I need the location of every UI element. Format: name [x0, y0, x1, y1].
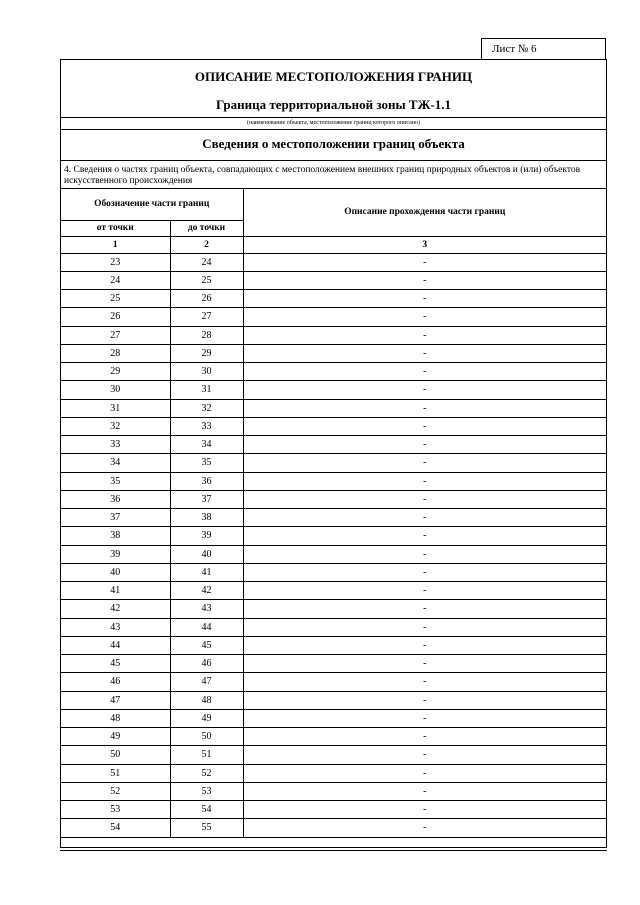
to-point-cell: 30	[170, 363, 243, 381]
table-row	[61, 290, 606, 308]
header-to-point: до точки	[170, 220, 243, 236]
to-point-cell: 24	[170, 253, 243, 271]
header-from-point: от точки	[61, 220, 170, 236]
description-cell: -	[243, 782, 606, 800]
description-cell: -	[243, 582, 606, 600]
description-cell: -	[243, 509, 606, 527]
from-point-cell: 26	[61, 308, 170, 326]
description-cell: -	[243, 490, 606, 508]
sheet-number: Лист № 6	[481, 38, 606, 60]
column-number: 1	[61, 236, 170, 253]
description-cell: -	[243, 673, 606, 691]
table-row	[61, 636, 606, 654]
to-point-cell: 32	[170, 399, 243, 417]
from-point-cell: 53	[61, 801, 170, 819]
description-cell: -	[243, 399, 606, 417]
table-row	[61, 454, 606, 472]
from-point-cell: 54	[61, 819, 170, 837]
table-row	[61, 509, 606, 527]
table-row	[61, 399, 606, 417]
from-point-cell: 36	[61, 490, 170, 508]
to-point-cell: 48	[170, 691, 243, 709]
from-point-cell: 51	[61, 764, 170, 782]
description-cell: -	[243, 253, 606, 271]
to-point-cell: 49	[170, 709, 243, 727]
to-point-cell: 34	[170, 436, 243, 454]
description-cell: -	[243, 801, 606, 819]
to-point-cell: 40	[170, 545, 243, 563]
document-title: ОПИСАНИЕ МЕСТОПОЛОЖЕНИЯ ГРАНИЦ	[194, 69, 473, 84]
table-row	[61, 673, 606, 691]
to-point-cell: 39	[170, 527, 243, 545]
table-row	[61, 472, 606, 490]
to-point-cell: 52	[170, 764, 243, 782]
description-cell: -	[243, 472, 606, 490]
table-row	[61, 709, 606, 727]
table-row	[61, 326, 606, 344]
from-point-cell: 37	[61, 509, 170, 527]
from-point-cell: 46	[61, 673, 170, 691]
description-cell: -	[243, 563, 606, 581]
from-point-cell: 52	[61, 782, 170, 800]
from-point-cell: 24	[61, 271, 170, 289]
description-cell: -	[243, 344, 606, 362]
to-point-cell: 45	[170, 636, 243, 654]
to-point-cell: 33	[170, 417, 243, 435]
to-point-cell: 43	[170, 600, 243, 618]
from-point-cell: 32	[61, 417, 170, 435]
from-point-cell: 47	[61, 691, 170, 709]
table-row	[61, 436, 606, 454]
from-point-cell: 28	[61, 344, 170, 362]
table-row	[61, 618, 606, 636]
to-point-cell: 46	[170, 655, 243, 673]
description-cell: -	[243, 636, 606, 654]
description-cell: -	[243, 436, 606, 454]
to-point-cell: 27	[170, 308, 243, 326]
to-point-cell: 36	[170, 472, 243, 490]
zone-title: Граница территориальной зоны ТЖ-1.1	[215, 97, 452, 112]
from-point-cell: 33	[61, 436, 170, 454]
from-point-cell: 27	[61, 326, 170, 344]
table-row	[61, 545, 606, 563]
description-cell: -	[243, 290, 606, 308]
table-row	[61, 728, 606, 746]
description-cell: -	[243, 600, 606, 618]
from-point-cell: 29	[61, 363, 170, 381]
to-point-cell: 42	[170, 582, 243, 600]
from-point-cell: 38	[61, 527, 170, 545]
from-point-cell: 25	[61, 290, 170, 308]
table-row	[61, 782, 606, 800]
description-cell: -	[243, 655, 606, 673]
to-point-cell: 35	[170, 454, 243, 472]
table-body	[61, 253, 606, 837]
table-row	[61, 746, 606, 764]
table-row	[61, 381, 606, 399]
table-row	[61, 764, 606, 782]
header-description: Описание прохождения части границ	[243, 189, 606, 236]
description-cell: -	[243, 271, 606, 289]
document-frame	[60, 59, 607, 848]
description-cell: -	[243, 728, 606, 746]
from-point-cell: 35	[61, 472, 170, 490]
table-row	[61, 308, 606, 326]
table-row	[61, 344, 606, 362]
table-row	[61, 801, 606, 819]
from-point-cell: 41	[61, 582, 170, 600]
from-point-cell: 42	[61, 600, 170, 618]
description-cell: -	[243, 545, 606, 563]
title-block	[61, 60, 606, 118]
column-number: 2	[170, 236, 243, 253]
from-point-cell: 39	[61, 545, 170, 563]
table-row	[61, 582, 606, 600]
from-point-cell: 49	[61, 728, 170, 746]
table-row	[61, 417, 606, 435]
from-point-cell: 44	[61, 636, 170, 654]
table-row	[61, 600, 606, 618]
boundary-parts-table	[61, 189, 606, 838]
description-cell: -	[243, 618, 606, 636]
from-point-cell: 50	[61, 746, 170, 764]
description-cell: -	[243, 819, 606, 837]
from-point-cell: 43	[61, 618, 170, 636]
description-cell: -	[243, 363, 606, 381]
from-point-cell: 45	[61, 655, 170, 673]
to-point-cell: 26	[170, 290, 243, 308]
table-row	[61, 563, 606, 581]
from-point-cell: 30	[61, 381, 170, 399]
description-cell: -	[243, 691, 606, 709]
description-cell: -	[243, 527, 606, 545]
from-point-cell: 40	[61, 563, 170, 581]
table-row	[61, 691, 606, 709]
to-point-cell: 54	[170, 801, 243, 819]
column-number: 3	[243, 236, 606, 253]
section-title: Сведения о местоположении границ объекта	[61, 130, 606, 161]
description-cell: -	[243, 308, 606, 326]
description-cell: -	[243, 326, 606, 344]
from-point-cell: 31	[61, 399, 170, 417]
table-row	[61, 363, 606, 381]
to-point-cell: 29	[170, 344, 243, 362]
description-cell: -	[243, 746, 606, 764]
table-row	[61, 819, 606, 837]
subtitle-caption: (наименование объекта, местоположение границ которого описано)	[61, 118, 606, 130]
description-cell: -	[243, 417, 606, 435]
description-cell: -	[243, 381, 606, 399]
to-point-cell: 38	[170, 509, 243, 527]
description-cell: -	[243, 709, 606, 727]
to-point-cell: 28	[170, 326, 243, 344]
from-point-cell: 48	[61, 709, 170, 727]
section-note: 4. Сведения о частях границ объекта, совпадающих с местоположением внешних границ природных объектов и (или) объектов искусственного происхождения	[61, 161, 606, 189]
from-point-cell: 23	[61, 253, 170, 271]
header-group: Обозначение части границ	[61, 189, 243, 220]
from-point-cell: 34	[61, 454, 170, 472]
to-point-cell: 41	[170, 563, 243, 581]
to-point-cell: 44	[170, 618, 243, 636]
to-point-cell: 47	[170, 673, 243, 691]
table-row	[61, 253, 606, 271]
table-row	[61, 655, 606, 673]
table-row	[61, 490, 606, 508]
to-point-cell: 51	[170, 746, 243, 764]
to-point-cell: 37	[170, 490, 243, 508]
to-point-cell: 55	[170, 819, 243, 837]
to-point-cell: 31	[170, 381, 243, 399]
to-point-cell: 50	[170, 728, 243, 746]
table-row	[61, 527, 606, 545]
description-cell: -	[243, 454, 606, 472]
table-row	[61, 271, 606, 289]
to-point-cell: 53	[170, 782, 243, 800]
to-point-cell: 25	[170, 271, 243, 289]
description-cell: -	[243, 764, 606, 782]
